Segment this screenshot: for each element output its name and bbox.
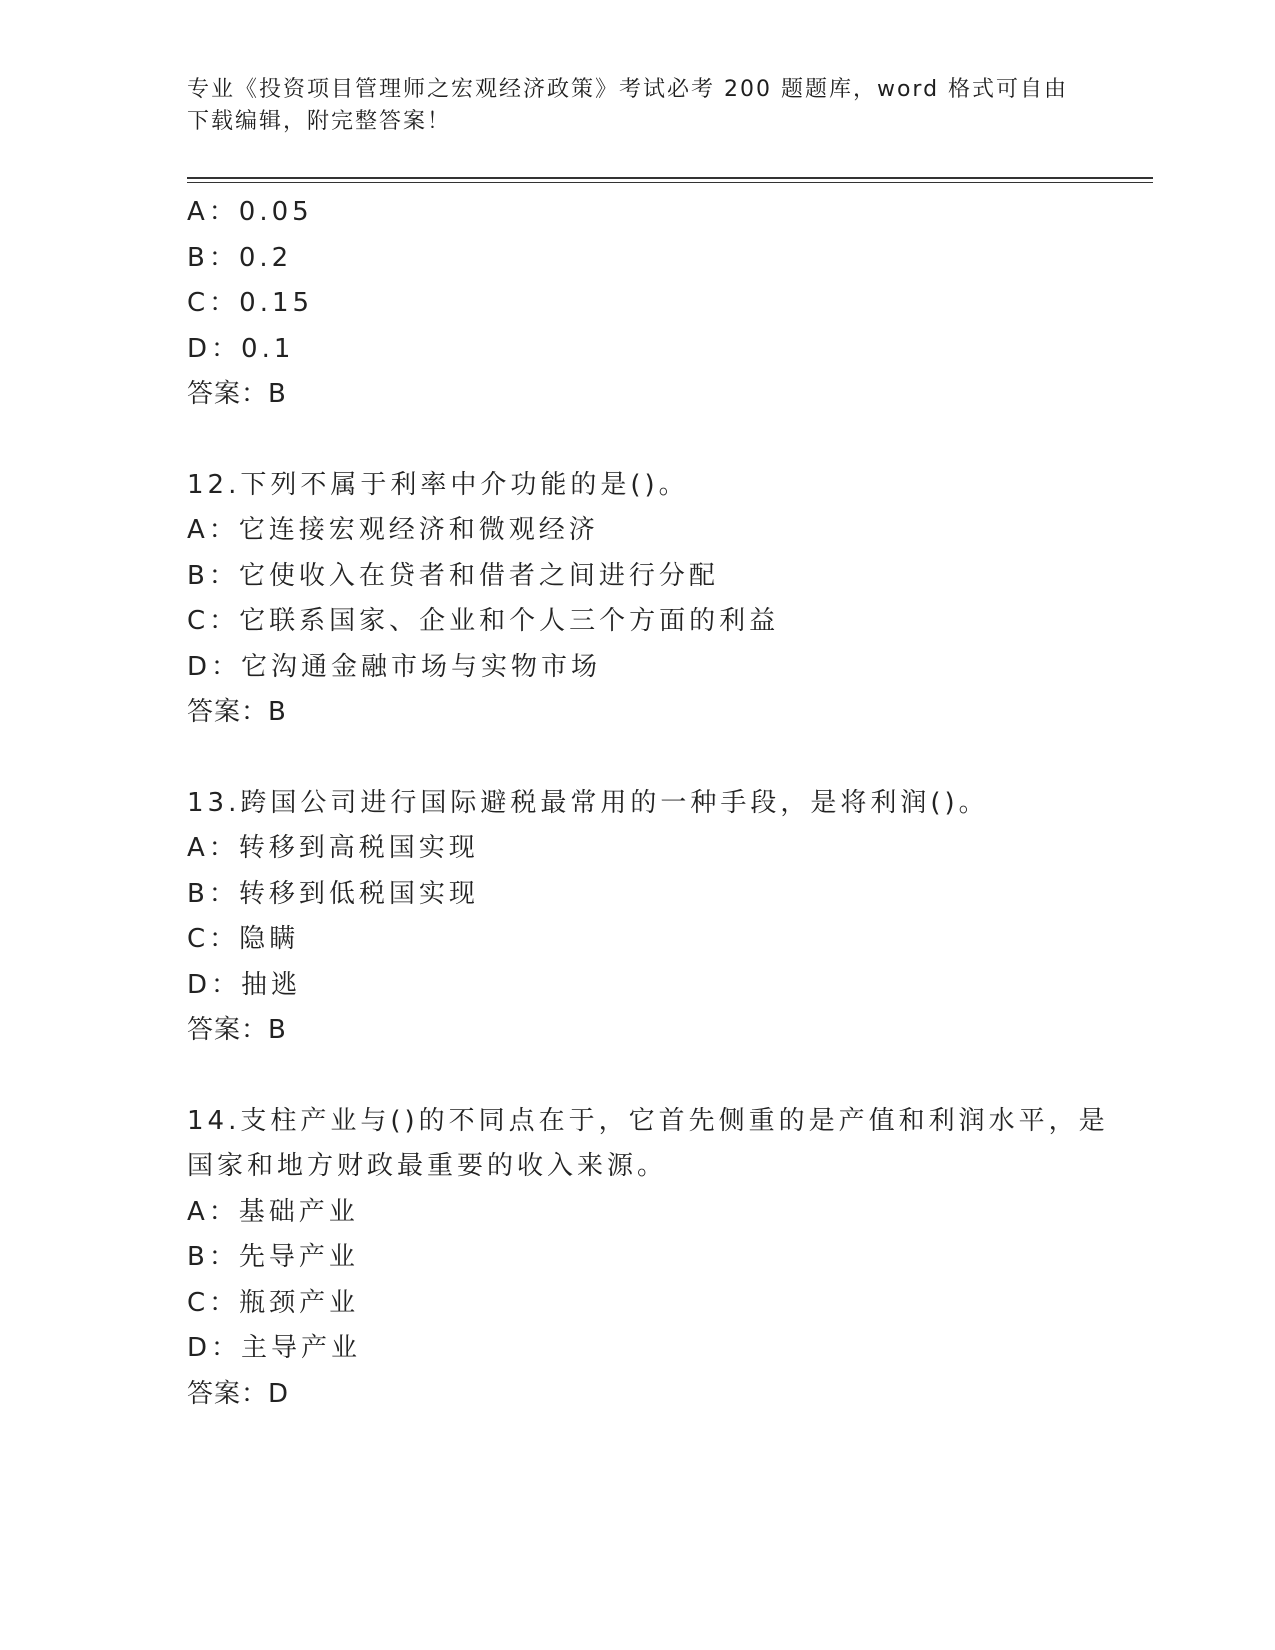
question-text-line-1: 14.支柱产业与()的不同点在于，它首先侧重的是产值和利润水平，是: [187, 1105, 1109, 1136]
option-c: C：隐瞒: [187, 924, 300, 954]
answer-label: 答案：B: [187, 697, 287, 727]
answer-label: 答案：B: [187, 1015, 287, 1045]
header-divider-thin: [187, 182, 1153, 183]
option-d: D：主导产业: [187, 1333, 362, 1363]
question-text: 13.跨国公司进行国际避税最常用的一种手段，是将利润()。: [187, 787, 989, 818]
header-divider-thick: [187, 177, 1153, 179]
option-d: D：它沟通金融市场与实物市场: [187, 651, 602, 682]
option-b: B：转移到低税国实现: [187, 878, 479, 909]
option-b: B：先导产业: [187, 1242, 359, 1272]
option-b: B：它使收入在贷者和借者之间进行分配: [187, 560, 719, 591]
question-list: [187, 190, 1107, 1417]
answer-label: 答案：D: [187, 1378, 290, 1409]
document-header: [187, 74, 1087, 138]
header-line-2: 下载编辑，附完整答案！: [187, 109, 452, 134]
option-a: A：0.05: [187, 197, 313, 227]
option-b: B：0.2: [187, 242, 293, 273]
option-c: C：它联系国家、企业和个人三个方面的利益: [187, 606, 780, 636]
question-14: [187, 1099, 1107, 1418]
option-d: D：抽逃: [187, 969, 302, 1000]
question-text: 12.下列不属于利率中介功能的是()。: [187, 469, 689, 500]
option-c: C：0.15: [187, 288, 314, 318]
header-line-1: 专业《投资项目管理师之宏观经济政策》考试必考 200 题题库，word 格式可自由: [187, 77, 1069, 102]
option-c: C：瓶颈产业: [187, 1287, 360, 1318]
question-12: [187, 463, 1107, 736]
option-a: A：基础产业: [187, 1196, 359, 1227]
answer-label: 答案：B: [187, 379, 287, 409]
question-text-line-2: 国家和地方财政最重要的收入来源。: [187, 1151, 668, 1181]
option-d: D：0.1: [187, 333, 295, 364]
option-a: A：转移到高税国实现: [187, 833, 479, 863]
question-13: [187, 781, 1107, 1054]
option-a: A：它连接宏观经济和微观经济: [187, 515, 599, 545]
question-11: [187, 190, 1107, 418]
